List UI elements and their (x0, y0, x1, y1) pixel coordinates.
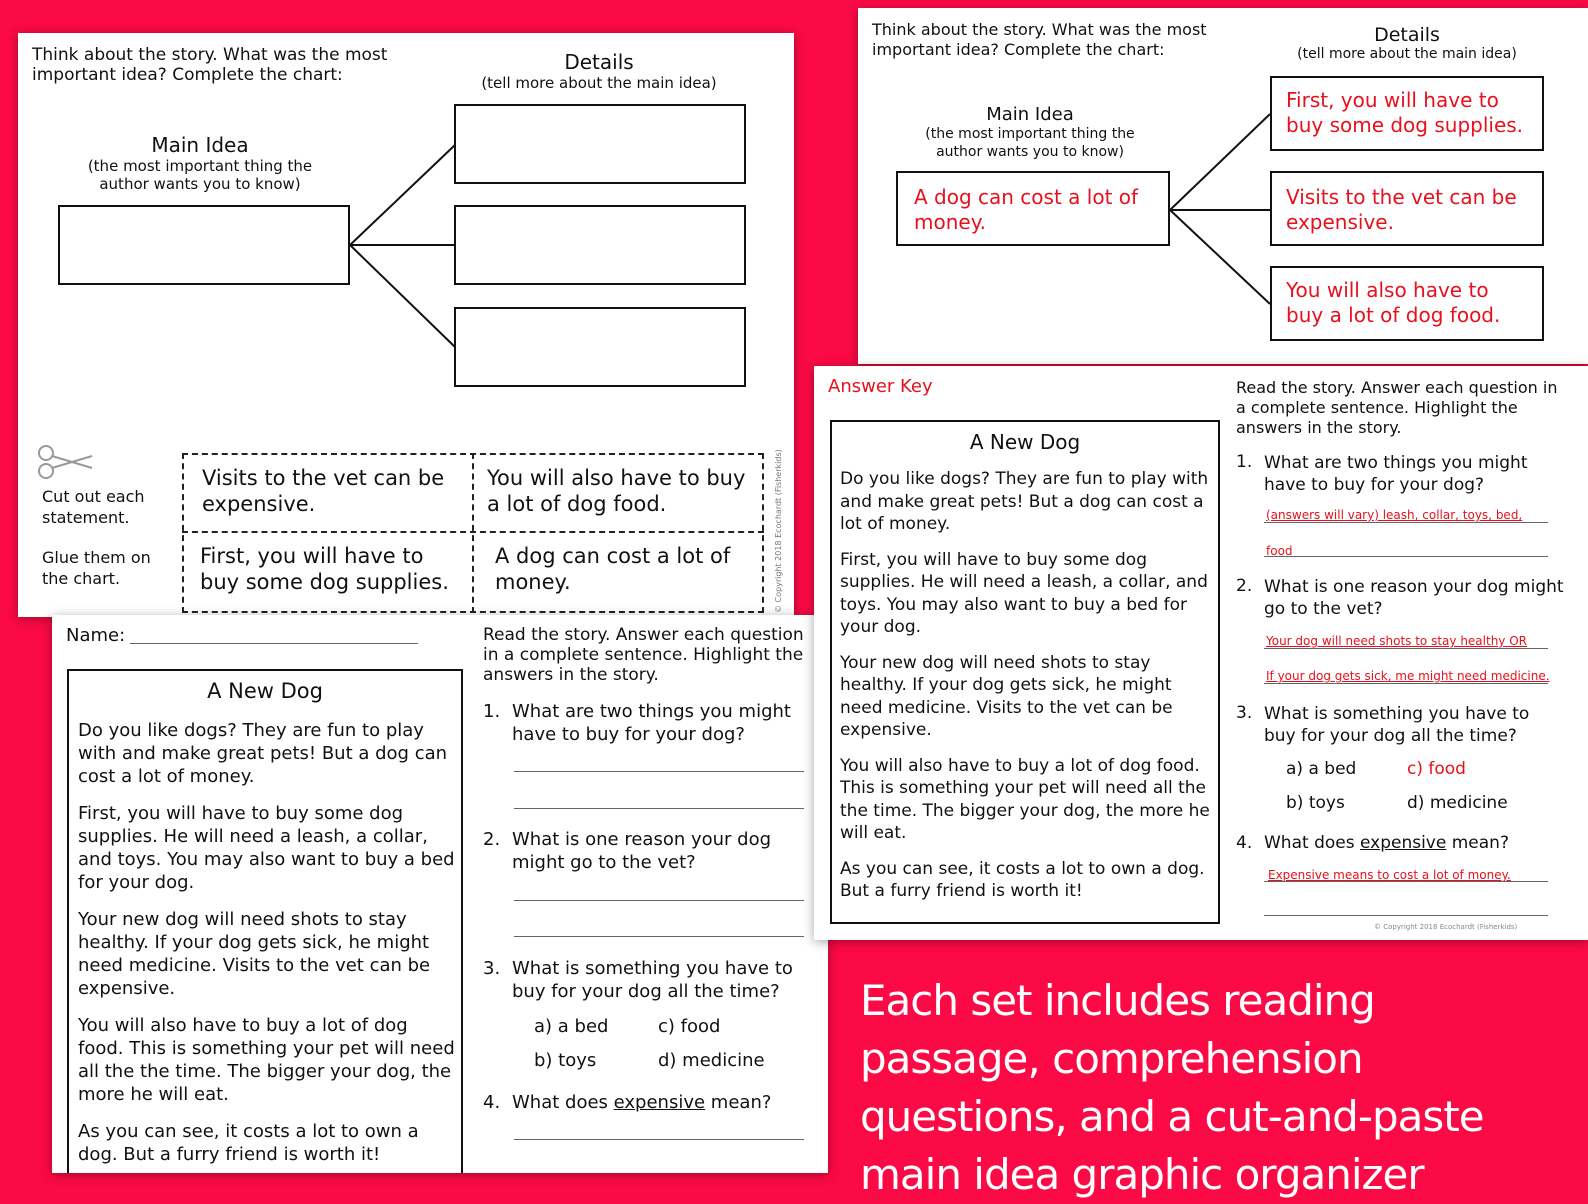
detail-answer-2: Visits to the vet can be expensive. (1270, 171, 1544, 246)
option-c-correct: c) food (1407, 759, 1466, 779)
story-paragraph: You will also have to buy a lot of dog food. This is something your pet will need all the the time. The bigger your dog, the more he will eat. (840, 755, 1210, 843)
details-header: Details (tell more about the main idea) (1297, 24, 1517, 62)
story-paragraph: Your new dog will need shots to stay healthy. If your dog gets sick, he might need medicine. Visits to the vet can be expensive. (78, 909, 431, 999)
option-c[interactable]: c) food (658, 1016, 721, 1037)
instructions: Read the story. Answer each question in a complete sentence. Highlight the answers in the story. (483, 625, 804, 685)
cut-cell[interactable]: First, you will have to buy some dog supplies. (200, 544, 449, 594)
option-a: a) a bed (1286, 759, 1357, 779)
copyright-note: © Copyright 2018 Ecochardt (Fisherkids) (774, 449, 783, 613)
answer-line (1264, 683, 1548, 684)
details-header: Details (tell more about the main idea) (481, 50, 717, 92)
answer-line[interactable] (514, 808, 804, 809)
cut-divider-v (472, 453, 474, 613)
question-4: What does expensive mean? (1264, 833, 1509, 853)
option-b: b) toys (1286, 793, 1345, 813)
worksheet-sheet (52, 615, 828, 1173)
story-text (840, 468, 1212, 916)
main-idea-header: Main Idea (the most important thing the author wants you to know) (87, 133, 313, 193)
main-idea-header: Main Idea (the most important thing the author wants you to know) (925, 104, 1135, 160)
detail-box-1[interactable] (454, 104, 746, 184)
answer-line (1264, 881, 1548, 882)
organizer-key-sheet (858, 8, 1588, 364)
story-paragraph: As you can see, it costs a lot to own a dog. But a furry friend is worth it! (78, 1121, 419, 1165)
question-number: 3. (483, 958, 501, 979)
detail-box-3[interactable] (454, 307, 746, 387)
answer-line (1264, 915, 1548, 916)
answer-line[interactable] (514, 900, 804, 901)
story-title: A New Dog (969, 430, 1081, 454)
scissors-icon (36, 441, 94, 481)
detail-box-2[interactable] (454, 205, 746, 285)
name-line[interactable] (130, 643, 418, 644)
question-3: What is something you have to buy for your dog all the time? (512, 958, 793, 1002)
detail-answer-3: You will also have to buy a lot of dog food. (1270, 266, 1544, 341)
question-number: 1. (483, 701, 501, 722)
story-text (78, 719, 456, 1173)
question-1: What are two things you might have to buy for your dog? (512, 701, 791, 745)
question-2: What is one reason your dog might go to the vet? (512, 829, 772, 873)
option-a[interactable]: a) a bed (534, 1016, 609, 1037)
story-paragraph: You will also have to buy a lot of dog food. This is something your pet will need all the the time. The bigger your dog, the more he will eat. (78, 1015, 455, 1105)
name-label: Name: (66, 625, 126, 646)
option-b[interactable]: b) toys (534, 1050, 597, 1071)
question-number: 1. (1236, 452, 1253, 472)
answer-2: Your dog will need shots to stay healthy OR (1266, 634, 1527, 648)
instructions: Read the story. Answer each question in a complete sentence. Highlight the answers in the story. (1236, 378, 1558, 437)
story-paragraph: First, you will have to buy some dog supplies. He will need a leash, a collar, and toys. You may also want to buy a bed for your dog. (78, 803, 455, 893)
cut-cell[interactable]: A dog can cost a lot of money. (495, 544, 731, 594)
cut-instruction: Cut out each statement. (42, 487, 145, 527)
organizer-blank-sheet (18, 33, 794, 617)
organizer-prompt: Think about the story. What was the most important idea? Complete the chart: (32, 45, 388, 85)
answer-key-sheet (814, 366, 1588, 940)
answer-2-cont: If your dog gets sick, me might need medicine. (1266, 669, 1550, 683)
question-number: 4. (1236, 833, 1253, 853)
story-paragraph: Do you like dogs? They are fun to play with and make great pets! But a dog can cost a lot of money. (840, 469, 1209, 534)
cut-cell[interactable]: Visits to the vet can be expensive. (202, 466, 445, 516)
detail-answer-1: First, you will have to buy some dog supplies. (1270, 76, 1544, 151)
question-3: What is something you have to buy for your dog all the time? (1264, 704, 1530, 746)
story-paragraph: Do you like dogs? They are fun to play with and make great pets! But a dog can cost a lot of money. (78, 720, 448, 787)
story-paragraph: First, you will have to buy some dog supplies. He will need a leash, a collar, and toys. You may also want to buy a bed for your dog. (840, 549, 1208, 637)
answer-line (1264, 648, 1548, 649)
answer-key-label: Answer Key (828, 376, 933, 397)
answer-line (1264, 522, 1548, 523)
option-d[interactable]: d) medicine (658, 1050, 765, 1071)
answer-line[interactable] (514, 1139, 804, 1140)
story-paragraph: Your new dog will need shots to stay healthy. If your dog gets sick, he might need medicine. Visits to the vet can be expensive. (840, 652, 1173, 740)
copyright-note: © Copyright 2018 Ecochardt (Fisherkids) (1374, 923, 1518, 931)
question-1: What are two things you might have to buy for your dog? (1264, 453, 1528, 495)
story-title: A New Dog (207, 679, 323, 703)
question-number: 4. (483, 1092, 501, 1113)
organizer-prompt: Think about the story. What was the most important idea? Complete the chart: (872, 20, 1207, 59)
main-idea-answer: A dog can cost a lot of money. (896, 171, 1170, 246)
question-number: 2. (1236, 576, 1253, 596)
glue-instruction: Glue them on the chart. (42, 548, 151, 588)
question-number: 3. (1236, 703, 1253, 723)
promo-banner-text: Each set includes reading passage, comprehension questions, and a cut-and-paste main idea graphic organizer (860, 976, 1484, 1199)
answer-1: (answers will vary) leash, collar, toys, bed, (1266, 508, 1523, 522)
question-2: What is one reason your dog might go to the vet? (1264, 577, 1564, 619)
answer-line[interactable] (514, 771, 804, 772)
answer-4: Expensive means to cost a lot of money. (1268, 868, 1511, 882)
question-4: What does expensive mean? (512, 1092, 772, 1113)
answer-line (1264, 556, 1548, 557)
cut-divider-h (182, 531, 764, 533)
cut-cell[interactable]: You will also have to buy a lot of dog food. (487, 466, 746, 516)
option-d: d) medicine (1407, 793, 1508, 813)
question-number: 2. (483, 829, 501, 850)
answer-1-cont: food (1266, 544, 1293, 558)
story-paragraph: As you can see, it costs a lot to own a dog. But a furry friend is worth it! (840, 858, 1205, 901)
answer-line[interactable] (514, 936, 804, 937)
